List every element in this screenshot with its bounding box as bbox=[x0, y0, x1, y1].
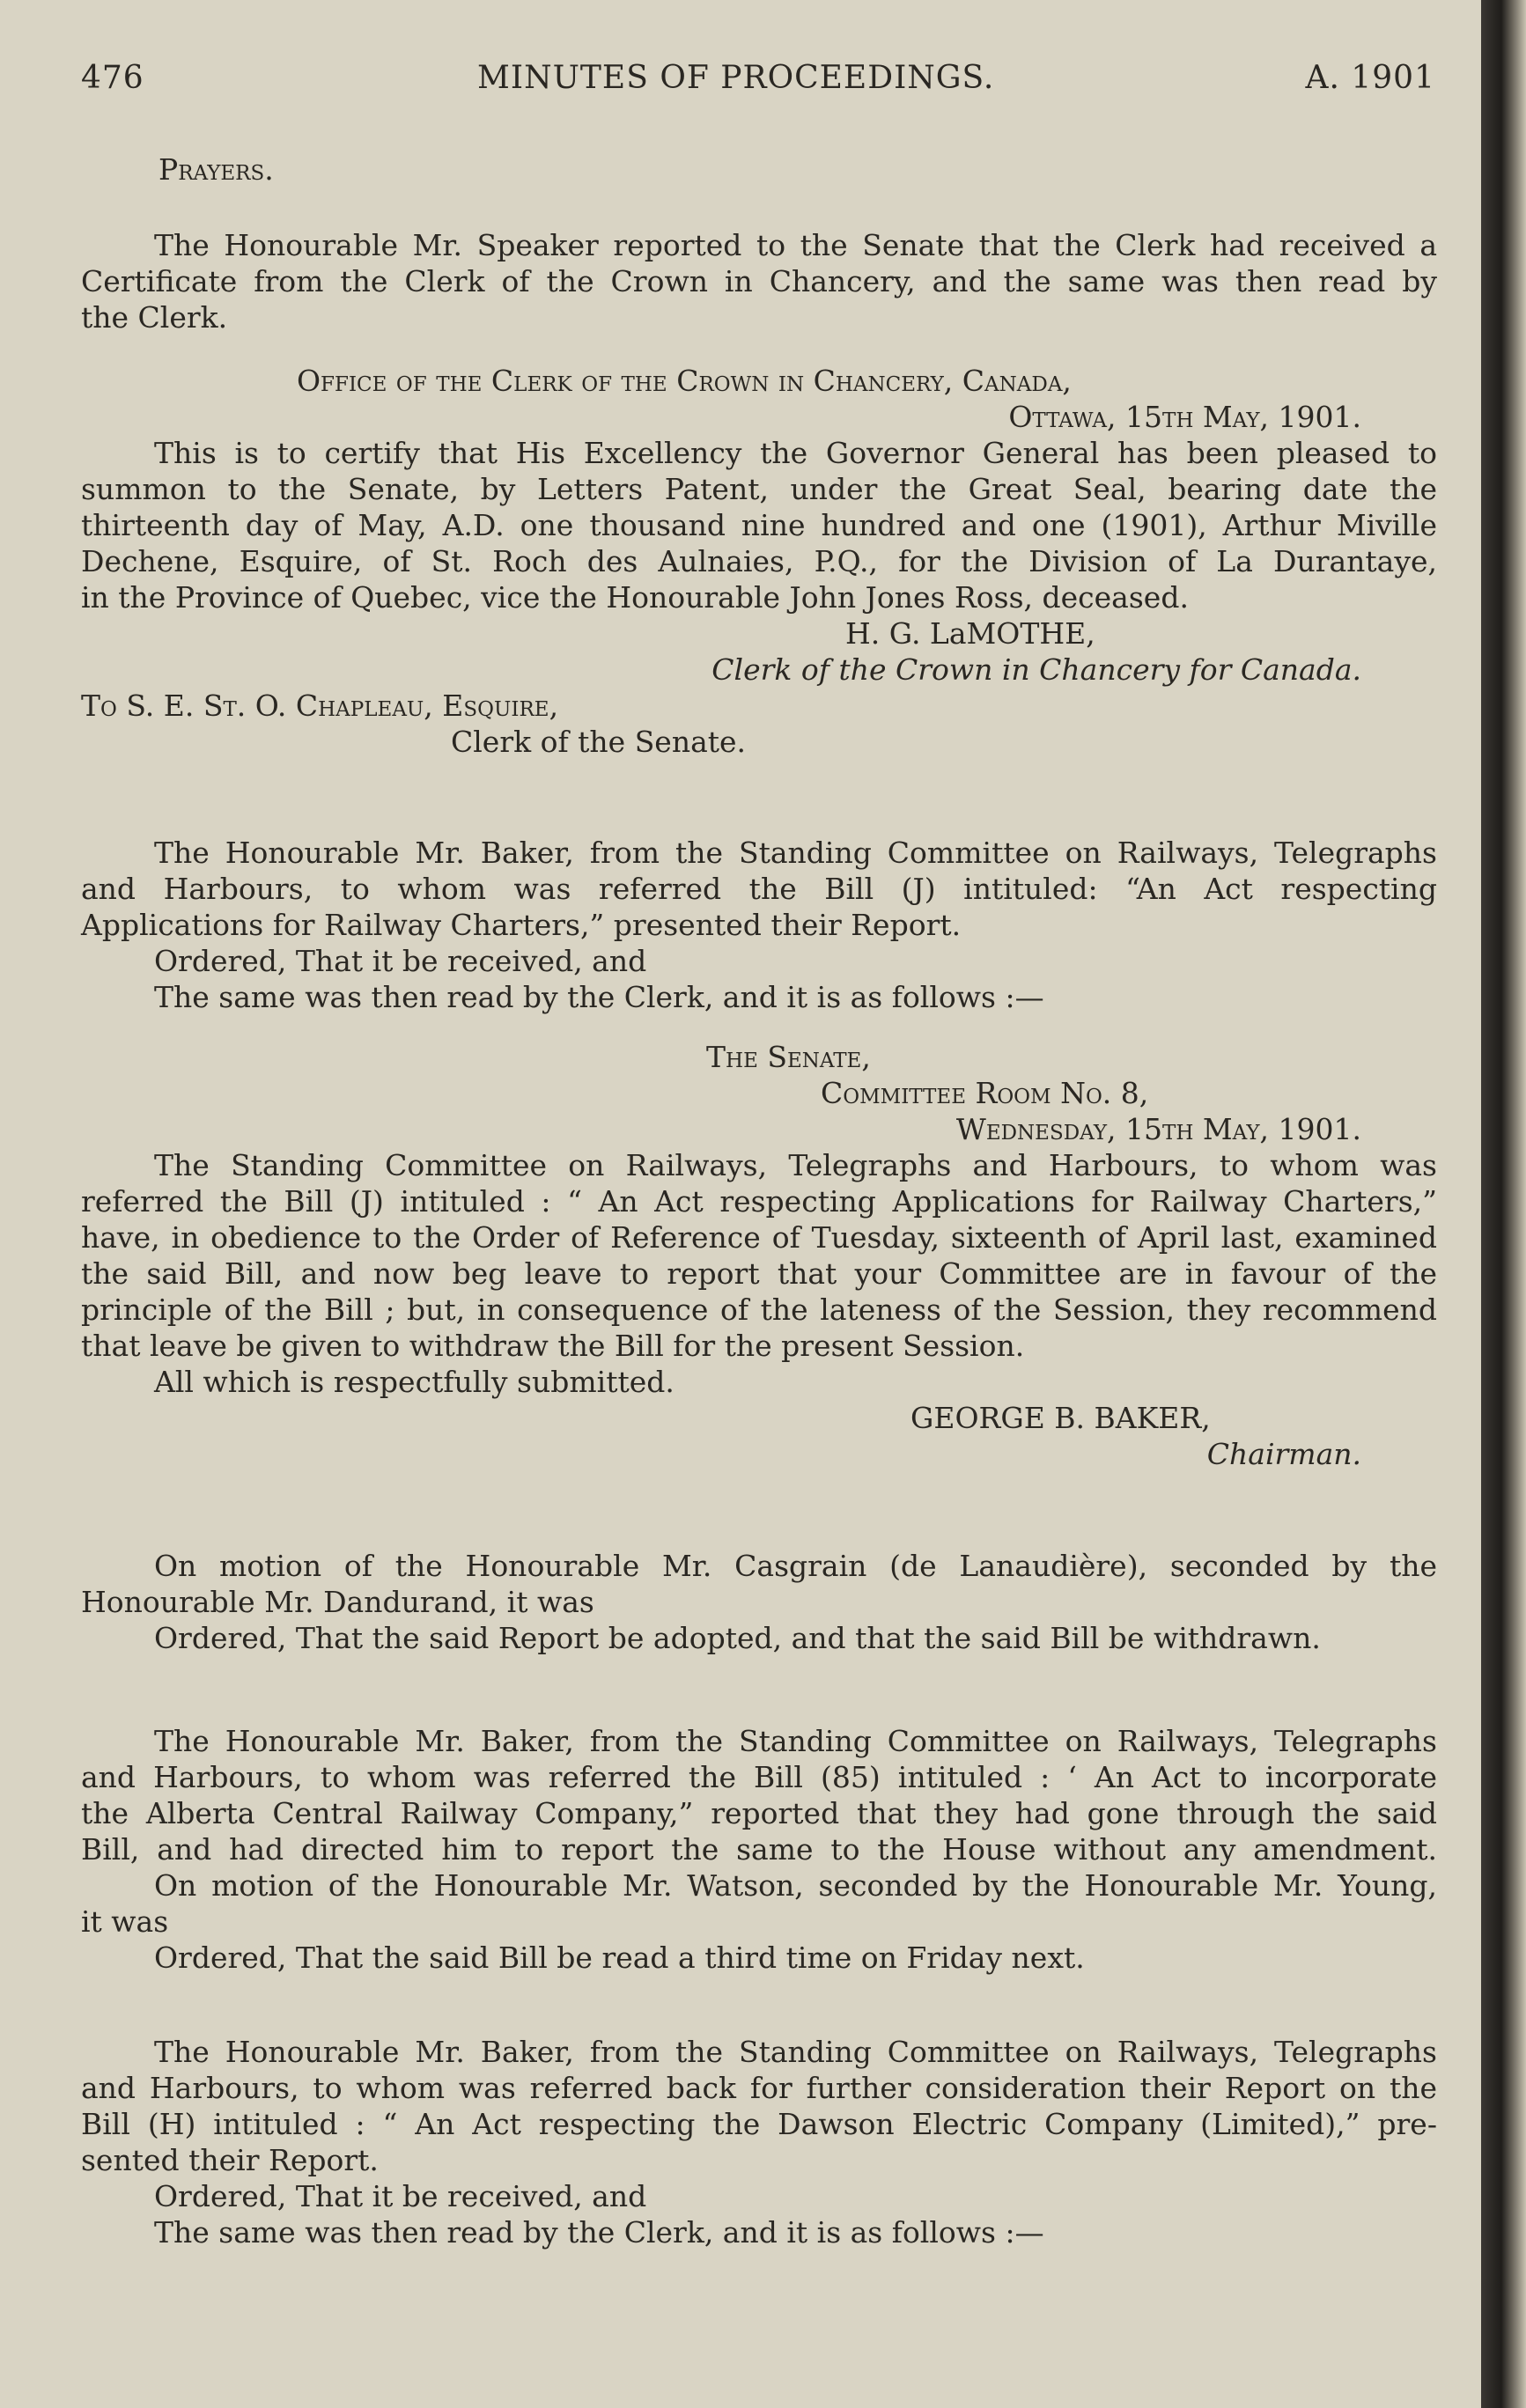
text-line: On motion of the Honourable Mr. Casgrain (de Lanaudière), seconded by the bbox=[154, 1549, 1437, 1583]
text-line: Honourable Mr. Dandurand, it was bbox=[81, 1585, 594, 1619]
text-line: Bill (H) intituled : “ An Act respecting the Dawson Electric Company (Limited),” pre- bbox=[81, 2107, 1437, 2141]
text-line: and Harbours, to whom was referred the Bill (85) intituled : ‘ An Act to incorporate bbox=[81, 1760, 1437, 1794]
text-line: Bill, and had directed him to report the same to the House without any amendment. bbox=[81, 1832, 1437, 1867]
text-line: Applications for Railway Charters,” presented their Report. bbox=[81, 908, 962, 942]
text-line: summon to the Senate, by Letters Patent, under the Great Seal, bearing date the bbox=[81, 472, 1437, 506]
baker-report-85-paragraph bbox=[81, 1723, 1437, 1976]
text-line: The Honourable Mr. Baker, from the Standing Committee on Railways, Telegraphs bbox=[154, 836, 1437, 870]
text-line: Ordered, That it be received, and bbox=[154, 944, 647, 978]
report-room: Committee Room No. 8, bbox=[821, 1076, 1149, 1110]
report-signer: GEORGE B. BAKER, bbox=[910, 1401, 1211, 1435]
text-line: in the Province of Quebec, vice the Honourable John Jones Ross, deceased. bbox=[81, 580, 1189, 615]
text-line: sented their Report. bbox=[81, 2143, 379, 2177]
running-title: MINUTES OF PROCEEDINGS. bbox=[477, 60, 995, 96]
text-line: Ordered, That the said Bill be read a third time on Friday next. bbox=[154, 1940, 1085, 1975]
committee-report bbox=[81, 1039, 1437, 1472]
text-line: This is to certify that His Excellency the Governor General has been pleased to bbox=[154, 436, 1437, 470]
text-line: the Alberta Central Railway Company,” reported that they had gone through the said bbox=[81, 1796, 1437, 1830]
text-line: it was bbox=[81, 1904, 169, 1939]
text-line: referred the Bill (J) intituled : “ An Act respecting Applications for Railway Charters,” bbox=[81, 1184, 1437, 1219]
certificate-signature-title: Clerk of the Crown in Chancery for Canada. bbox=[711, 652, 1361, 687]
baker-report-j-paragraph bbox=[81, 835, 1437, 1015]
chancery-certificate bbox=[81, 363, 1437, 760]
speaker-report-paragraph bbox=[81, 227, 1437, 335]
text-line: The same was then read by the Clerk, and it is as follows :— bbox=[154, 2215, 1044, 2250]
text-line: The Honourable Mr. Baker, from the Standing Committee on Railways, Telegraphs bbox=[154, 2035, 1437, 2069]
text-line: Ordered, That it be received, and bbox=[154, 2179, 647, 2213]
text-line: Certificate from the Clerk of the Crown in Chancery, and the same was then read by bbox=[81, 264, 1437, 298]
text-line: Dechene, Esquire, of St. Roch des Aulnaies, P.Q., for the Division of La Durantaye, bbox=[81, 544, 1437, 578]
prayers-heading: Prayers. bbox=[158, 152, 274, 187]
text-line: principle of the Bill ; but, in consequence of the lateness of the Session, they recommend bbox=[81, 1292, 1437, 1327]
text-line: the Clerk. bbox=[81, 300, 228, 335]
report-place: The Senate, bbox=[706, 1040, 871, 1074]
report-signer-title: Chairman. bbox=[1206, 1437, 1361, 1471]
text-line: On motion of the Honourable Mr. Watson, seconded by the Honourable Mr. Young, bbox=[154, 1868, 1437, 1903]
book-spine-edge bbox=[1481, 0, 1526, 2408]
text-line: and Harbours, to whom was referred back for further consideration their Report on the bbox=[81, 2071, 1437, 2105]
certificate-signature: H. G. LaMOTHE, bbox=[845, 616, 1095, 651]
text-line: have, in obedience to the Order of Reference of Tuesday, sixteenth of April last, examined bbox=[81, 1220, 1437, 1255]
text-line: The Honourable Mr. Baker, from the Standing Committee on Railways, Telegraphs bbox=[154, 1724, 1437, 1758]
report-closing: All which is respectfully submitted. bbox=[154, 1365, 675, 1399]
page-header bbox=[81, 60, 1435, 104]
certificate-addressee: To S. E. St. O. Chapleau, Esquire, bbox=[81, 689, 559, 723]
text-line: thirteenth day of May, A.D. one thousand nine hundred and one (1901), Arthur Miville bbox=[81, 508, 1437, 542]
certificate-date: Ottawa, 15th May, 1901. bbox=[1008, 400, 1361, 434]
text-line: that leave be given to withdraw the Bill for the present Session. bbox=[81, 1329, 1025, 1363]
session-year: A. 1901 bbox=[1305, 60, 1435, 96]
text-line: The Standing Committee on Railways, Telegraphs and Harbours, to whom was bbox=[154, 1148, 1437, 1182]
report-date: Wednesday, 15th May, 1901. bbox=[955, 1112, 1361, 1146]
baker-report-h-paragraph bbox=[81, 2034, 1437, 2250]
page-number: 476 bbox=[81, 60, 144, 96]
text-line: Ordered, That the said Report be adopted, and that the said Bill be withdrawn. bbox=[154, 1621, 1321, 1655]
certificate-office: Office of the Clerk of the Crown in Chancery, Canada, bbox=[297, 364, 1072, 398]
certificate-addressee-title: Clerk of the Senate. bbox=[451, 725, 747, 759]
casgrain-motion-paragraph bbox=[81, 1548, 1437, 1656]
text-line: The same was then read by the Clerk, and it is as follows :— bbox=[154, 980, 1044, 1014]
text-line: The Honourable Mr. Speaker reported to the Senate that the Clerk had received a bbox=[154, 228, 1437, 262]
text-line: and Harbours, to whom was referred the Bill (J) intituled: “An Act respecting bbox=[81, 872, 1437, 906]
text-line: the said Bill, and now beg leave to report that your Committee are in favour of the bbox=[81, 1256, 1437, 1291]
